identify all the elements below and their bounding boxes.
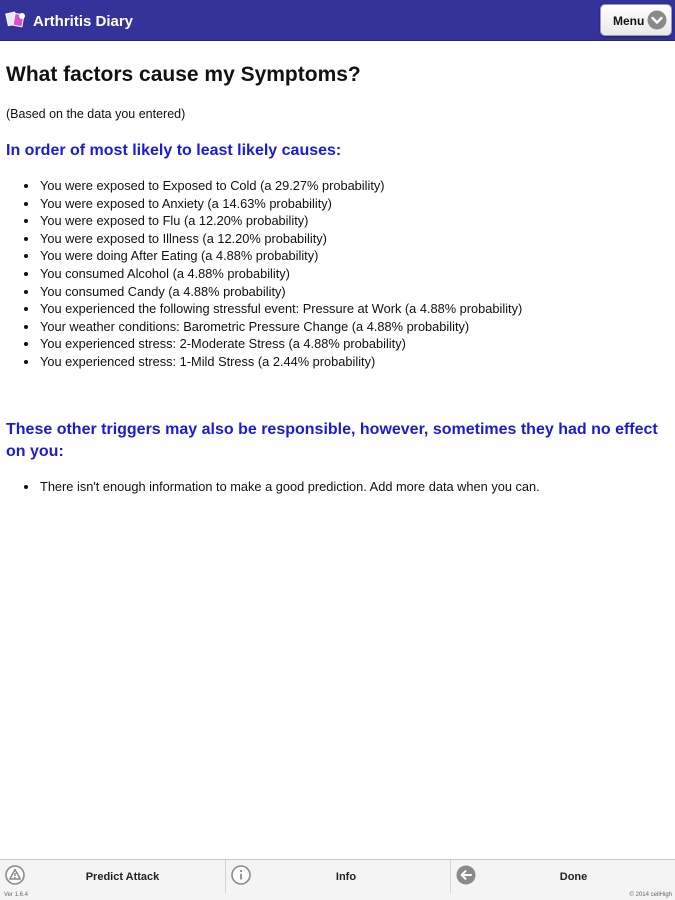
likely-causes-heading: In order of most likely to least likely causes:	[6, 142, 342, 159]
done-label: Done	[559, 871, 588, 883]
list-item: You consumed Alcohol (a 4.88% probability)	[40, 265, 522, 283]
app-header	[0, 0, 675, 41]
page-subtitle: (Based on the data you entered)	[6, 107, 186, 121]
other-triggers-list	[40, 478, 540, 496]
main-content	[0, 41, 675, 859]
list-item: You were doing After Eating (a 4.88% probability)	[40, 247, 522, 265]
info-label: Info	[335, 871, 357, 883]
list-item: You experienced stress: 1-Mild Stress (a 2.44% probability)	[40, 353, 522, 371]
list-item: You were exposed to Illness (a 12.20% probability)	[40, 230, 522, 248]
list-item: You were exposed to Flu (a 12.20% probability)	[40, 212, 522, 230]
likely-causes-list	[40, 177, 522, 371]
app-logo-icon	[5, 10, 29, 30]
menu-label: Menu	[613, 14, 645, 28]
version-label: Ver 1.6.4	[4, 892, 29, 898]
predict-attack-button[interactable]	[0, 860, 225, 893]
chevron-down-icon	[647, 10, 667, 30]
list-item: You were exposed to Anxiety (a 14.63% probability)	[40, 195, 522, 213]
bottom-toolbar	[0, 859, 675, 900]
list-item: You experienced stress: 2-Moderate Stress (a 4.88% probability)	[40, 335, 522, 353]
done-button[interactable]	[450, 860, 675, 893]
page-title: What factors cause my Symptoms?	[6, 63, 361, 86]
list-item: You experienced the following stressful event: Pressure at Work (a 4.88% probability)	[40, 301, 523, 317]
app-title: Arthritis Diary	[33, 13, 134, 30]
list-item: You were exposed to Exposed to Cold (a 29.27% probability)	[40, 177, 522, 195]
menu-button[interactable]	[600, 4, 672, 36]
list-item: You consumed Candy (a 4.88% probability)	[40, 283, 522, 301]
other-triggers-heading: These other triggers may also be responsible, however, sometimes they had no effect on you:	[6, 421, 658, 460]
info-button[interactable]	[225, 860, 450, 893]
list-item: There isn't enough information to make a good prediction. Add more data when you can.	[40, 479, 540, 494]
copyright-label: © 2014 cellHigh	[629, 892, 672, 898]
list-item: Your weather conditions: Barometric Pressure Change (a 4.88% probability)	[40, 318, 522, 336]
predict-attack-label: Predict Attack	[85, 871, 160, 883]
